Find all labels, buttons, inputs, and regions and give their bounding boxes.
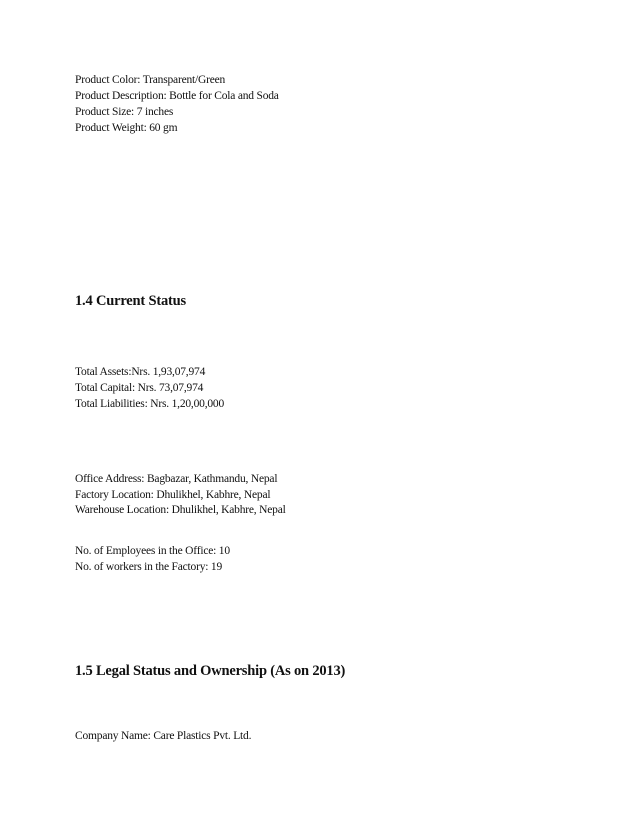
office-address: Office Address: Bagbazar, Kathmandu, Nepal: [75, 473, 278, 485]
total-assets: Total Assets:Nrs. 1,93,07,974: [75, 366, 206, 378]
total-liabilities: Total Liabilities: Nrs. 1,20,00,000: [75, 398, 225, 410]
factory-workers: No. of workers in the Factory: 19: [75, 561, 223, 573]
company-name: Company Name: Care Plastics Pvt. Ltd.: [75, 730, 252, 742]
product-color: Product Color: Transparent/Green: [75, 74, 226, 86]
product-description: Product Description: Bottle for Cola and Soda: [75, 90, 279, 102]
office-employees: No. of Employees in the Office: 10: [75, 545, 230, 557]
factory-location: Factory Location: Dhulikhel, Kabhre, Nepal: [75, 489, 271, 501]
product-size: Product Size: 7 inches: [75, 106, 174, 118]
product-weight: Product Weight: 60 gm: [75, 122, 178, 134]
section-heading-legal-status: 1.5 Legal Status and Ownership (As on 2013): [75, 663, 346, 679]
warehouse-location: Warehouse Location: Dhulikhel, Kabhre, Nepal: [75, 504, 286, 516]
section-heading-current-status: 1.4 Current Status: [75, 293, 186, 309]
total-capital: Total Capital: Nrs. 73,07,974: [75, 382, 204, 394]
